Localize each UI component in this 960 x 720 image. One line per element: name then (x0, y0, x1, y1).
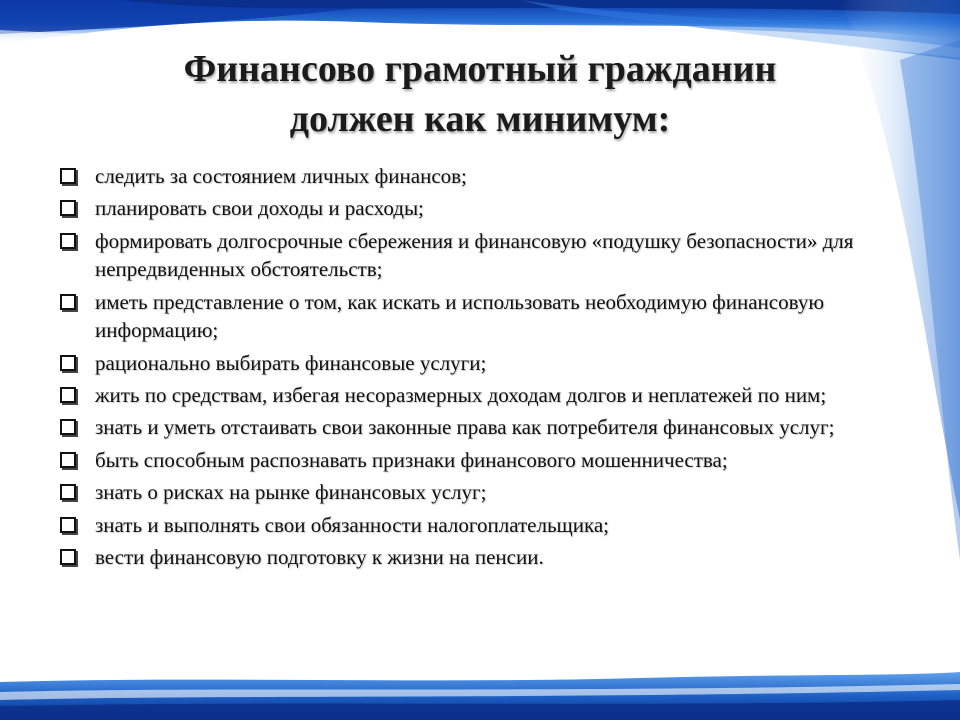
bullet-list (60, 162, 890, 575)
list-item-text: жить по средствам, избегая несоразмерных доходам долгов и неплатежей по ним; (95, 382, 827, 407)
list-item-text: иметь представление о том, как искать и использовать необходимую финансовую информацию; (95, 289, 825, 343)
list-item (60, 162, 890, 191)
list-item-text: знать и уметь отстаивать свои законные права как потребителя финансовых услуг; (95, 415, 835, 440)
list-item-text: быть способным распознавать признаки финансового мошенничества; (95, 447, 728, 472)
list-item (60, 511, 890, 540)
list-item (60, 478, 890, 507)
slide-title (0, 44, 960, 144)
checkbox-bullet-icon (60, 452, 76, 468)
list-item (60, 413, 890, 442)
title-line-2: должен как минимум: (289, 98, 671, 140)
list-item (60, 194, 890, 223)
list-item (60, 227, 890, 284)
list-item (60, 288, 890, 345)
checkbox-bullet-icon (60, 294, 76, 310)
list-item-text: следить за состоянием личных финансов; (95, 164, 467, 188)
checkbox-bullet-icon (60, 168, 76, 184)
checkbox-bullet-icon (60, 233, 76, 249)
list-item-text: знать и выполнять свои обязанности налогоплательщика; (95, 512, 609, 537)
list-item-text: вести финансовую подготовку к жизни на пенсии. (95, 544, 544, 569)
checkbox-bullet-icon (60, 200, 76, 216)
checkbox-bullet-icon (60, 517, 76, 533)
list-item-text: формировать долгосрочные сбережения и финансовую «подушку безопасности» для непредвиденных обстоятельств; (95, 228, 854, 282)
list-item (60, 446, 890, 475)
checkbox-bullet-icon (60, 549, 76, 565)
list-item (60, 381, 890, 410)
checkbox-bullet-icon (60, 484, 76, 500)
checkbox-bullet-icon (60, 387, 76, 403)
checkbox-bullet-icon (60, 355, 76, 371)
list-item-text: планировать свои доходы и расходы; (95, 196, 424, 221)
list-item (60, 543, 890, 572)
list-item-text: рационально выбирать финансовые услуги; (95, 350, 487, 375)
list-item (60, 349, 890, 378)
title-line-1: Финансово грамотный гражданин (183, 48, 777, 90)
checkbox-bullet-icon (60, 419, 76, 435)
list-item-text: знать о рисках на рынке финансовых услуг; (95, 480, 487, 505)
